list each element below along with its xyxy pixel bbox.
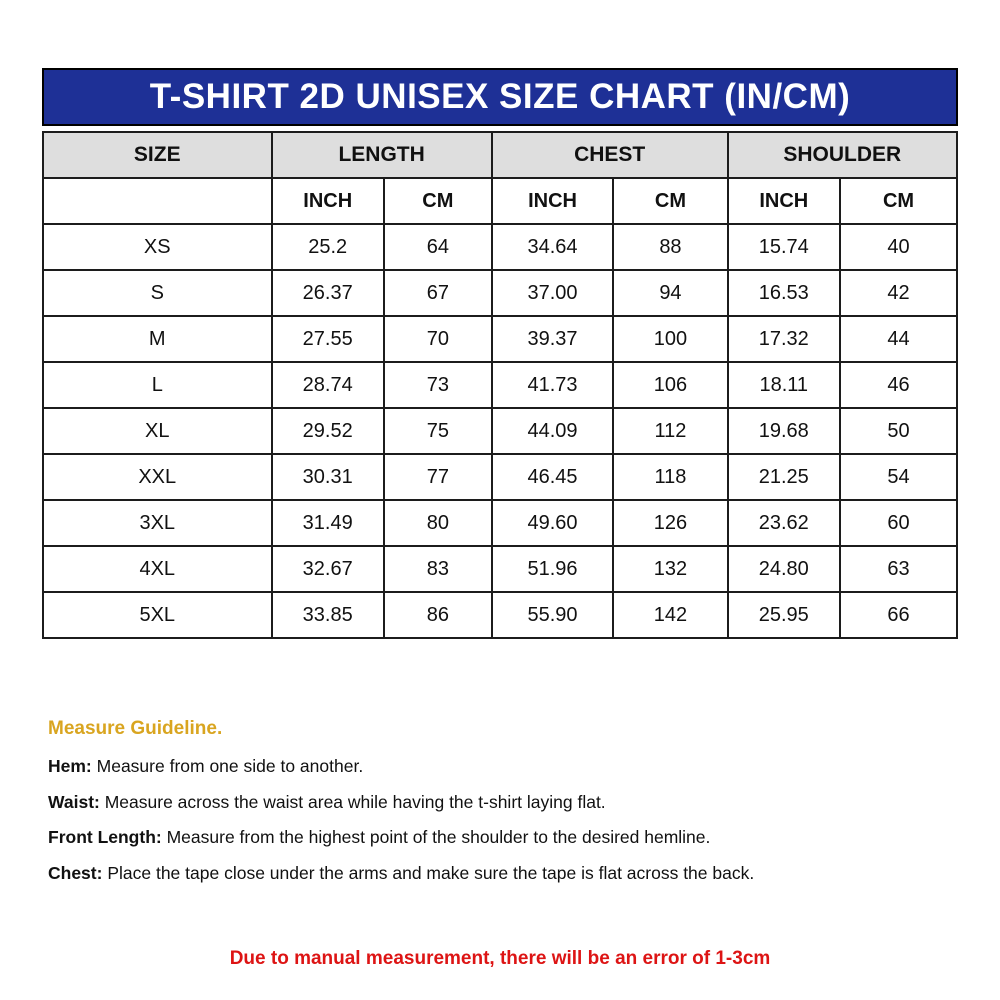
value-cell: 70 — [384, 316, 492, 362]
value-cell: 24.80 — [728, 546, 840, 592]
value-cell: 100 — [613, 316, 727, 362]
value-cell: 33.85 — [272, 592, 384, 638]
guideline-text: Place the tape close under the arms and make sure the tape is flat across the back. — [107, 862, 755, 883]
value-cell: 44.09 — [492, 408, 614, 454]
guideline-item-chest — [48, 863, 958, 884]
value-cell: 26.37 — [272, 270, 384, 316]
col-header-size: SIZE — [43, 132, 272, 178]
table-row — [43, 408, 957, 454]
value-cell: 17.32 — [728, 316, 840, 362]
unit-header-length-inch: INCH — [272, 178, 384, 224]
value-cell: 54 — [840, 454, 957, 500]
measurement-error-note: Due to manual measurement, there will be an error of 1-3cm — [229, 948, 771, 969]
value-cell: 28.74 — [272, 362, 384, 408]
chart-title-bar — [42, 68, 958, 126]
value-cell: 39.37 — [492, 316, 614, 362]
guideline-label: Chest: — [48, 862, 103, 883]
unit-header-shoulder-inch: INCH — [728, 178, 840, 224]
unit-header-shoulder-cm: CM — [840, 178, 957, 224]
value-cell: 132 — [613, 546, 727, 592]
value-cell: 60 — [840, 500, 957, 546]
value-cell: 40 — [840, 224, 957, 270]
chart-title: T-SHIRT 2D UNISEX SIZE CHART (IN/CM) — [149, 77, 851, 116]
value-cell: 21.25 — [728, 454, 840, 500]
value-cell: 66 — [840, 592, 957, 638]
value-cell: 63 — [840, 546, 957, 592]
value-cell: 37.00 — [492, 270, 614, 316]
value-cell: 55.90 — [492, 592, 614, 638]
value-cell: 94 — [613, 270, 727, 316]
size-cell: XL — [43, 408, 272, 454]
table-row — [43, 592, 957, 638]
value-cell: 44 — [840, 316, 957, 362]
unit-header-row — [43, 178, 957, 224]
table-row — [43, 454, 957, 500]
value-cell: 41.73 — [492, 362, 614, 408]
value-cell: 75 — [384, 408, 492, 454]
value-cell: 77 — [384, 454, 492, 500]
value-cell: 64 — [384, 224, 492, 270]
unit-header-length-cm: CM — [384, 178, 492, 224]
table-row — [43, 546, 957, 592]
value-cell: 86 — [384, 592, 492, 638]
value-cell: 25.2 — [272, 224, 384, 270]
guideline-text: Measure from the highest point of the shoulder to the desired hemline. — [166, 827, 711, 847]
guideline-label: Hem: — [48, 756, 92, 776]
value-cell: 118 — [613, 454, 727, 500]
table-row — [43, 270, 957, 316]
size-cell: 3XL — [43, 500, 272, 546]
size-chart — [42, 68, 958, 639]
value-cell: 50 — [840, 408, 957, 454]
value-cell: 19.68 — [728, 408, 840, 454]
guideline-text: Measure from one side to another. — [96, 756, 364, 776]
value-cell: 23.62 — [728, 500, 840, 546]
value-cell: 51.96 — [492, 546, 614, 592]
guideline-item-waist — [48, 792, 958, 813]
guideline-heading: Measure Guideline. — [48, 718, 223, 739]
value-cell: 29.52 — [272, 408, 384, 454]
value-cell: 73 — [384, 362, 492, 408]
value-cell: 27.55 — [272, 316, 384, 362]
value-cell: 112 — [613, 408, 727, 454]
guideline-item-hem — [48, 756, 958, 777]
value-cell: 18.11 — [728, 362, 840, 408]
col-header-shoulder: SHOULDER — [728, 132, 957, 178]
value-cell: 15.74 — [728, 224, 840, 270]
group-header-row — [43, 132, 957, 178]
size-cell: 4XL — [43, 546, 272, 592]
value-cell: 46 — [840, 362, 957, 408]
value-cell: 80 — [384, 500, 492, 546]
size-table — [42, 131, 958, 639]
size-cell: XS — [43, 224, 272, 270]
value-cell: 88 — [613, 224, 727, 270]
value-cell: 30.31 — [272, 454, 384, 500]
table-row — [43, 362, 957, 408]
table-row — [43, 500, 957, 546]
table-row — [43, 316, 957, 362]
value-cell: 25.95 — [728, 592, 840, 638]
value-cell: 42 — [840, 270, 957, 316]
unit-header-chest-inch: INCH — [492, 178, 614, 224]
table-row — [43, 224, 957, 270]
size-cell: L — [43, 362, 272, 408]
value-cell: 142 — [613, 592, 727, 638]
value-cell: 49.60 — [492, 500, 614, 546]
blank-cell — [43, 178, 272, 224]
size-cell: M — [43, 316, 272, 362]
measure-guideline-section — [48, 718, 958, 898]
size-cell: S — [43, 270, 272, 316]
col-header-length: LENGTH — [272, 132, 492, 178]
value-cell: 106 — [613, 362, 727, 408]
guideline-label: Waist: — [48, 791, 100, 812]
guideline-item-front-length — [48, 827, 958, 848]
size-cell: XXL — [43, 454, 272, 500]
col-header-chest: CHEST — [492, 132, 728, 178]
value-cell: 16.53 — [728, 270, 840, 316]
value-cell: 67 — [384, 270, 492, 316]
value-cell: 126 — [613, 500, 727, 546]
value-cell: 32.67 — [272, 546, 384, 592]
value-cell: 83 — [384, 546, 492, 592]
unit-header-chest-cm: CM — [613, 178, 727, 224]
value-cell: 46.45 — [492, 454, 614, 500]
value-cell: 34.64 — [492, 224, 614, 270]
guideline-text: Measure across the waist area while having the t-shirt laying flat. — [104, 791, 606, 812]
size-cell: 5XL — [43, 592, 272, 638]
value-cell: 31.49 — [272, 500, 384, 546]
size-table-body — [43, 224, 957, 638]
guideline-label: Front Length: — [48, 827, 162, 847]
